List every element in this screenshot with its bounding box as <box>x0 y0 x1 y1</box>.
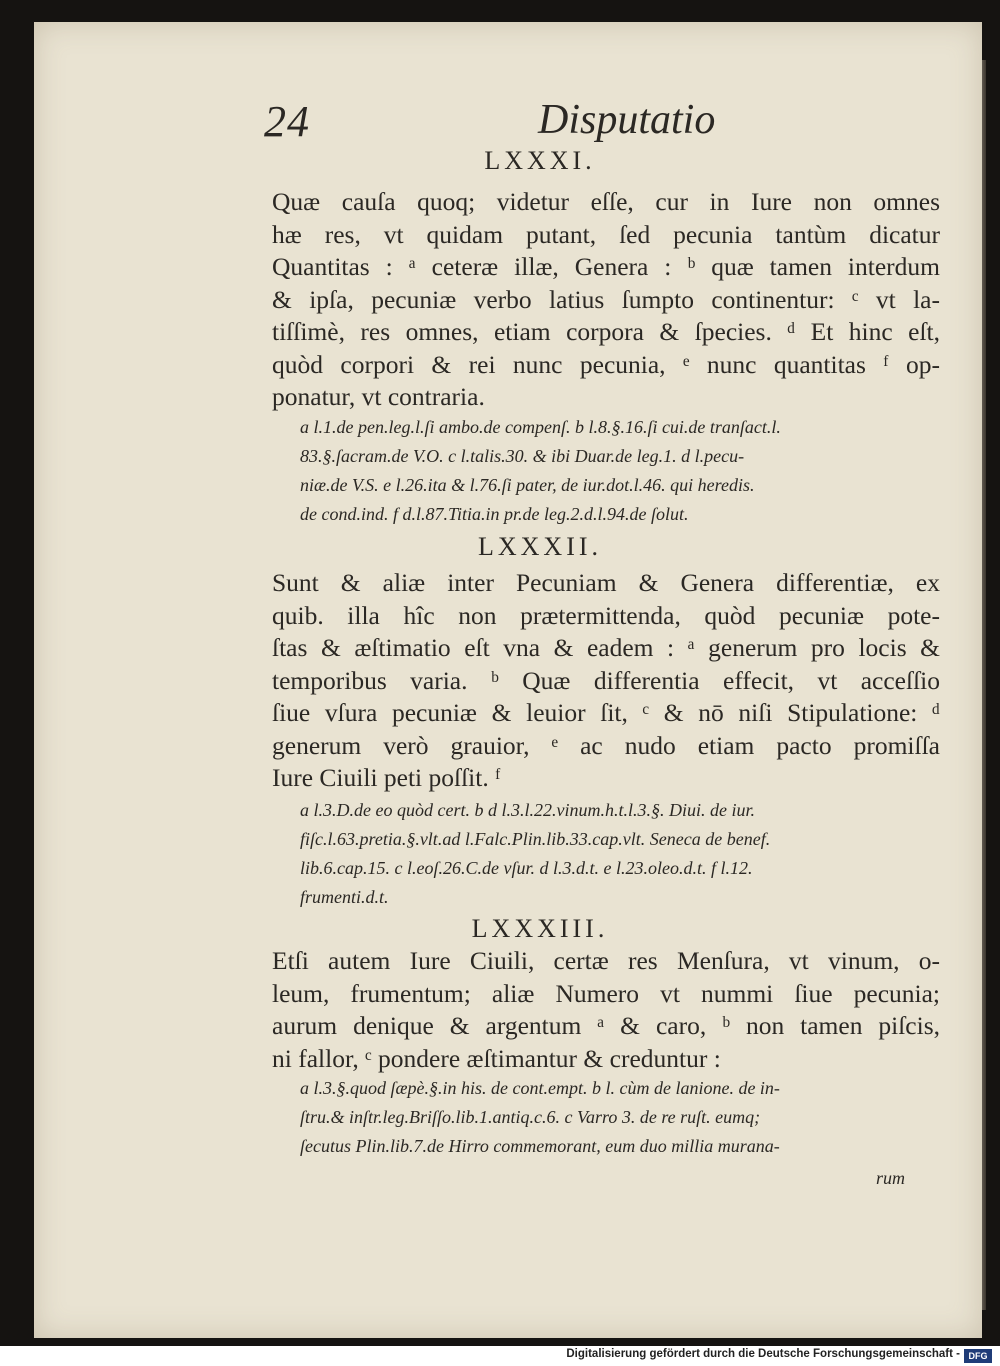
dfg-logo: DFG <box>964 1349 992 1363</box>
note-line: fiſc.l.63.pretia.§.vlt.ad l.Falc.Plin.lib.33.cap.vlt. Seneca de benef. <box>300 829 771 849</box>
catchword: rum <box>876 1168 906 1188</box>
section-numeral: LXXXII. <box>477 532 603 561</box>
note-line: a l.3.§.quod ſæpè.§.in his. de cont.empt. b l. cùm de lanione. de in- <box>300 1078 780 1098</box>
note-line: 83.§.ſacram.de V.O. c l.talis.30. & ibi Duar.de leg.1. d l.pecu- <box>300 446 745 466</box>
body-line: ſtas & æſtimatio eſt vna & eadem : ᵃ generum pro locis & <box>272 633 940 662</box>
footer-bar <box>0 1346 1000 1366</box>
body-line: tiſſimè, res omnes, etiam corpora & ſpecies. ᵈ Et hinc eſt, <box>272 317 940 346</box>
page-number: 24 <box>264 97 310 146</box>
section-notes <box>300 796 930 912</box>
body-line: Etſi autem Iure Ciuili, certæ res Menſura, vt vinum, o- <box>272 946 940 975</box>
body-line: ponatur, vt contraria. <box>272 382 485 411</box>
body-line: quib. illa hîc non prætermittenda, quòd pecuniæ pote- <box>272 600 940 630</box>
section-numeral: LXXXI. <box>484 146 596 175</box>
note-line: ſtru.& inſtr.leg.Briſſo.lib.1.antiq.c.6. c Varro 3. de re ruſt. eumq; <box>300 1107 761 1127</box>
note-line: a l.1.de pen.leg.l.ſi ambo.de compenſ. b l.8.§.16.ſi cui.de tranſact.l. <box>300 417 781 437</box>
note-line: frumenti.d.t. <box>300 887 389 907</box>
body-line: hæ res, vt quidam putant, ſed pecunia tantùm dicatur <box>272 219 940 249</box>
section-numeral: LXXXIII. <box>471 914 609 943</box>
body-line: temporibus varia. ᵇ Quæ differentia effecit, vt acceſſio <box>272 665 940 695</box>
note-line: ſecutus Plin.lib.7.de Hirro commemorant, eum duo millia murana- <box>300 1136 780 1156</box>
section-body <box>272 186 940 414</box>
note-line: a l.3.D.de eo quòd cert. b d l.3.l.22.vinum.h.t.l.3.§. Diui. de iur. <box>300 800 755 820</box>
body-line: ſiue vſura pecuniæ & leuior ſit, ᶜ & nō niſi Stipulatione: ᵈ <box>272 698 940 727</box>
section-body <box>272 945 940 1075</box>
body-line: generum verò grauior, ᵉ ac nudo etiam pacto promiſſa <box>272 730 940 760</box>
body-line: Quantitas : ᵃ ceteræ illæ, Genera : ᵇ quæ tamen interdum <box>272 252 940 281</box>
body-line: Iure Ciuili peti poſſit. ᶠ <box>272 763 501 792</box>
section-notes <box>300 413 930 529</box>
note-line: de cond.ind. f d.l.87.Titia.in pr.de leg.2.d.l.94.de ſolut. <box>300 504 689 524</box>
body-line: Quæ cauſa quoq; videtur eſſe, cur in Iure non omnes <box>272 187 940 216</box>
body-line: leum, frumentum; aliæ Numero vt nummi ſiue pecunia; <box>272 978 940 1008</box>
body-line: Sunt & aliæ inter Pecuniam & Genera differentiæ, ex <box>272 568 940 597</box>
funding-credit: Digitalisierung gefördert durch die Deutsche Forschungsgemeinschaft - <box>566 1348 960 1360</box>
body-line: ni fallor, ᶜ pondere æſtimantur & creduntur : <box>272 1043 721 1073</box>
body-line: & ipſa, pecuniæ verbo latius ſumpto continentur: ᶜ vt la- <box>272 284 940 314</box>
body-line: aurum denique & argentum ᵃ & caro, ᵇ non tamen piſcis, <box>272 1011 940 1040</box>
section-notes <box>300 1074 930 1161</box>
running-title: Disputatio <box>538 97 716 143</box>
note-line: lib.6.cap.15. c l.eoſ.26.C.de vſur. d l.3.d.t. e l.23.oleo.d.t. f l.12. <box>300 858 753 878</box>
body-line: quòd corpori & rei nunc pecunia, ᵉ nunc quantitas ᶠ op- <box>272 349 940 379</box>
section-body <box>272 567 940 795</box>
note-line: niæ.de V.S. e l.26.ita & l.76.ſi pater, de iur.dot.l.46. qui heredis. <box>300 475 755 495</box>
